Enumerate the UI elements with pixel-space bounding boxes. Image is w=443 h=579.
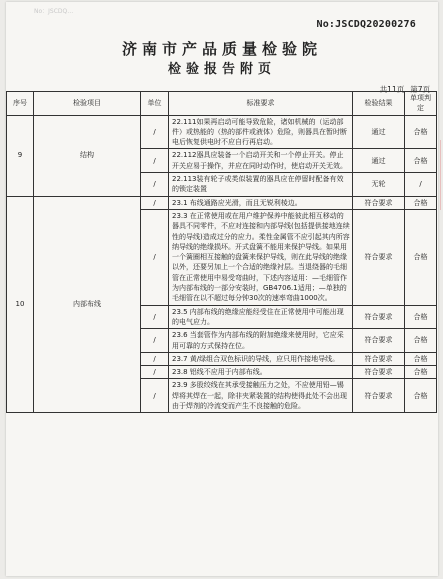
item-name: 内部布线 xyxy=(34,196,141,413)
verdict-cell: 合格 xyxy=(405,115,437,149)
result-cell: 符合要求 xyxy=(353,196,405,209)
report-number: No:JSCDQ20200276 xyxy=(316,19,416,30)
table-row xyxy=(7,115,437,149)
unit-cell: / xyxy=(141,173,169,197)
table-row xyxy=(7,196,437,209)
verdict-cell: 合格 xyxy=(405,209,437,305)
requirement-cell: 23.5 内部布线的绝缘应能经受住在正常使用中可能出现的电气应力。 xyxy=(169,305,353,329)
verdict-cell: / xyxy=(405,173,437,197)
inspection-table xyxy=(6,91,437,413)
requirement-cell: 23.3 在正常使用或在用户维护保养中能彼此相互移动的器具不同零件，不应对连接和内部导线(包括提供接地连续性的导线)造成过分的应力。柔性金属管不应引起其内所容纳导线的绝缘损坏。开式盘簧不能用来保护导线。如果用一个簧圈相互接触的盘簧来保护导线，则在此导线的绝缘以外，还要另加上一个合适的绝缘衬层。当退绕器的毛细管在正常使用中易受弯曲时，下述内容适用：—毛细管作为内部布线的一部分安装时，GB4706.1适用；—单独的毛细管在以不超过每分钟30次的速率弯曲1000次。 xyxy=(169,209,353,305)
unit-cell: / xyxy=(141,379,169,413)
requirement-cell: 22.112器具应装备一个启动开关和一个停止开关。停止开关应易于操作，并应在同时动作时，使启动开关无效。 xyxy=(169,149,353,173)
result-cell: 符合要求 xyxy=(353,366,405,379)
requirement-cell: 23.7 黄/绿组合双色标识的导线，应只用作接地导线。 xyxy=(169,352,353,365)
result-cell: 无轮 xyxy=(353,173,405,197)
verdict-cell: 合格 xyxy=(405,366,437,379)
requirement-cell: 23.6 当套管作为内部布线的附加绝缘来使用时，它应采用可靠的方式保持在位。 xyxy=(169,329,353,353)
unit-cell: / xyxy=(141,115,169,149)
col-header-result: 检验结果 xyxy=(353,92,405,116)
result-cell: 符合要求 xyxy=(353,209,405,305)
result-cell: 通过 xyxy=(353,115,405,149)
requirement-cell: 23.9 多股绞线在其承受接触压力之处，不应使用铅—锡焊将其焊在一起，除非夹紧装置的结构使得此处不会出现由于焊剂的冷流变而产生不良接触的危险。 xyxy=(169,379,353,413)
item-number: 10 xyxy=(7,196,34,413)
unit-cell: / xyxy=(141,305,169,329)
unit-cell: / xyxy=(141,352,169,365)
table-body xyxy=(7,115,437,413)
verdict-cell: 合格 xyxy=(405,329,437,353)
col-header-verdict: 单项判定 xyxy=(405,92,437,116)
verdict-cell: 合格 xyxy=(405,305,437,329)
verdict-cell: 合格 xyxy=(405,149,437,173)
verdict-cell: 合格 xyxy=(405,196,437,209)
requirement-cell: 22.113装有轮子或类似装置的器具应在停留时配备有效的锁定装置 xyxy=(169,173,353,197)
result-cell: 符合要求 xyxy=(353,329,405,353)
unit-cell: / xyxy=(141,329,169,353)
result-cell: 符合要求 xyxy=(353,352,405,365)
result-cell: 通过 xyxy=(353,149,405,173)
requirement-cell: 22.111如果再启动可能导致危险，诸如机械的（运动部件）或热能的（热的部件或液体）危险，则器具在暂时断电后恢复供电时不应自行再启动。 xyxy=(169,115,353,149)
item-name: 结构 xyxy=(34,115,141,196)
verdict-cell: 合格 xyxy=(405,352,437,365)
current-page: 第7页 xyxy=(410,85,430,94)
col-header-unit: 单位 xyxy=(141,92,169,116)
institute-title: 济南市产品质量检验院 xyxy=(121,40,322,58)
col-header-item: 检验项目 xyxy=(34,92,141,116)
result-cell: 符合要求 xyxy=(353,305,405,329)
item-number: 9 xyxy=(7,115,34,196)
bleed-through-text: No：JSCDQ… xyxy=(34,8,74,15)
report-subtitle: 检验报告附页 xyxy=(167,62,276,77)
requirement-cell: 23.1 布线通路应光滑，而且无锐利棱边。 xyxy=(169,196,353,209)
col-header-requirement: 标准要求 xyxy=(169,92,353,116)
unit-cell: / xyxy=(141,366,169,379)
unit-cell: / xyxy=(141,149,169,173)
unit-cell: / xyxy=(141,209,169,305)
verdict-cell: 合格 xyxy=(405,379,437,413)
unit-cell: / xyxy=(141,196,169,209)
table-header-row xyxy=(7,92,437,116)
col-header-no: 序号 xyxy=(7,92,34,116)
total-pages: 共11页 xyxy=(379,85,405,94)
requirement-cell: 23.8 铝线不应用于内部布线。 xyxy=(169,366,353,379)
result-cell: 符合要求 xyxy=(353,379,405,413)
